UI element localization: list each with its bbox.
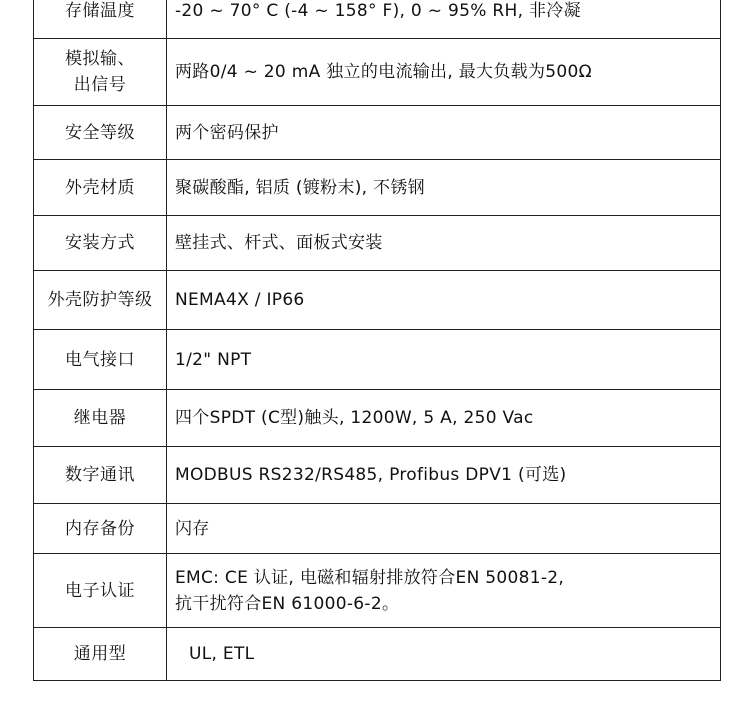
row-value-analog-output: 两路0/4 ~ 20 mA 独立的电流输出, 最大负载为500Ω — [167, 39, 721, 106]
row-label-relay: 继电器 — [34, 390, 167, 447]
table-row — [34, 390, 721, 447]
row-value-digital-comm: MODBUS RS232/RS485, Profibus DPV1 (可选) — [167, 447, 721, 504]
row-label-storage-temp: 存储温度 — [34, 0, 167, 39]
table-row — [34, 447, 721, 504]
row-label-digital-comm: 数字通讯 — [34, 447, 167, 504]
row-value-security: 两个密码保护 — [167, 106, 721, 160]
row-value-general: UL, ETL — [167, 628, 721, 681]
table-row — [34, 160, 721, 216]
row-label-general: 通用型 — [34, 628, 167, 681]
table-row — [34, 39, 721, 106]
row-value-certification — [167, 554, 721, 628]
row-value-line: EMC: CE 认证, 电磁和辐射排放符合EN 50081-2, — [175, 567, 565, 588]
row-value-electrical-connection: 1/2" NPT — [167, 330, 721, 390]
row-label-security: 安全等级 — [34, 106, 167, 160]
spec-table — [33, 0, 721, 681]
row-label-line: 模拟输、 — [65, 49, 135, 69]
table-row — [34, 504, 721, 554]
row-label-certification: 电子认证 — [34, 554, 167, 628]
table-row — [34, 628, 721, 681]
table-row — [34, 330, 721, 390]
table-row — [34, 106, 721, 160]
row-value-line: 抗干扰符合EN 61000-6-2。 — [175, 593, 400, 614]
row-value-enclosure-rating: NEMA4X / IP66 — [167, 271, 721, 330]
row-value-housing-material: 聚碳酸酯, 铝质 (镀粉末), 不锈钢 — [167, 160, 721, 216]
row-label-analog-output — [34, 39, 167, 106]
row-value-relay: 四个SPDT (C型)触头, 1200W, 5 A, 250 Vac — [167, 390, 721, 447]
row-label-enclosure-rating: 外壳防护等级 — [34, 271, 167, 330]
row-label-mounting: 安装方式 — [34, 216, 167, 271]
table-row — [34, 271, 721, 330]
row-label-line: 出信号 — [73, 75, 127, 95]
row-label-housing-material: 外壳材质 — [34, 160, 167, 216]
row-label-electrical-connection: 电气接口 — [34, 330, 167, 390]
table-row — [34, 0, 721, 39]
table-row — [34, 554, 721, 628]
table-row — [34, 216, 721, 271]
row-value-mounting: 壁挂式、杆式、面板式安装 — [167, 216, 721, 271]
row-value-storage-temp: -20 ~ 70° C (-4 ~ 158° F), 0 ~ 95% RH, 非冷凝 — [167, 0, 721, 39]
row-value-memory-backup: 闪存 — [167, 504, 721, 554]
row-label-memory-backup: 内存备份 — [34, 504, 167, 554]
